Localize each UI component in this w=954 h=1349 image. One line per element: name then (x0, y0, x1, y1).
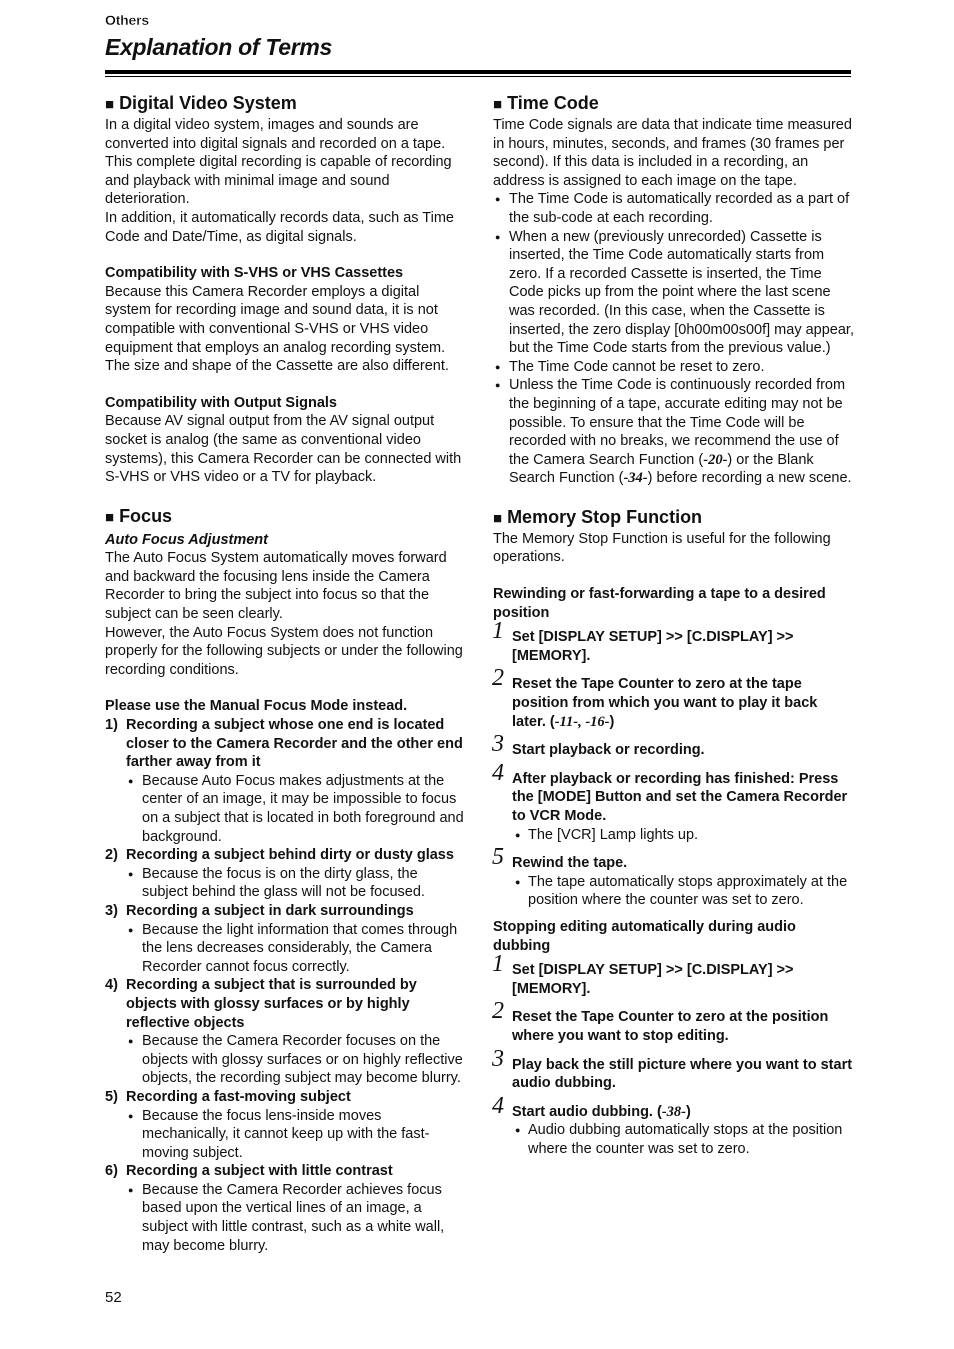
dubbing-title: Stopping editing automatically during audio dubbing (493, 918, 796, 954)
step-text: ) (686, 1103, 691, 1120)
focus-item-note (105, 921, 467, 977)
bullet-icon: ● (128, 868, 134, 879)
bullet-icon: ● (128, 1110, 134, 1121)
focus-heading (105, 505, 467, 529)
step-number: 5 (492, 844, 504, 871)
dubbing-step (492, 1045, 855, 1093)
section-label: Others (105, 12, 149, 28)
focus-item-title (105, 976, 467, 1032)
step-text: After playback or recording has finished: Press the [MODE] Button and set the Camera Recorder to VCR Mode. (512, 770, 848, 824)
step-number: 1 (492, 618, 504, 645)
step-text: Set [DISPLAY SETUP] >> [C.DISPLAY] >> [MEMORY]. (512, 629, 794, 664)
square-bullet-icon: ■ (105, 508, 115, 526)
bullet-icon: ● (128, 1184, 134, 1195)
item-title-text: Recording a subject with little contrast (126, 1163, 393, 1180)
bullet-text: The Time Code cannot be reset to zero. (509, 358, 765, 375)
square-bullet-icon: ■ (493, 509, 503, 527)
step-text: Set [DISPLAY SETUP] >> [C.DISPLAY] >> [MEMORY]. (512, 962, 794, 997)
item-note-text: Because Auto Focus makes adjustments at the center of an image, it may be impossible to focus on a subject that is located in both foreground and background. (142, 772, 464, 845)
step-number: 3 (492, 1045, 504, 1072)
step-text: ) (609, 713, 615, 730)
focus-item-title (105, 846, 467, 865)
rewind-step (492, 665, 855, 731)
bullet-icon: ● (515, 829, 521, 840)
item-number: 6) (105, 1163, 118, 1180)
compat-svhs-title: Compatibility with S-VHS or VHS Cassettes (105, 265, 404, 282)
bullet-text: The Time Code is automatically recorded as a part of the sub-code at each recording. (509, 191, 850, 226)
compat-output-text: Because AV signal output from the AV signal output socket is analog (the same as conventional video systems), this Camera Recorder can be connected with S-VHS or VHS video or a TV for playback. (105, 413, 462, 486)
item-title-text: Recording a subject in dark surroundings (126, 902, 414, 919)
page-reference: -11-, -16- (554, 713, 610, 730)
item-title-text: Recording a subject behind dirty or dusty glass (126, 847, 454, 864)
header-rule-thin (105, 76, 851, 77)
step-note (493, 873, 855, 910)
bullet-icon: ● (128, 1036, 134, 1047)
timecode-bullet (493, 358, 855, 377)
memory-heading (493, 506, 855, 530)
item-title-text: Recording a fast-moving subject (126, 1088, 351, 1105)
page-reference: -20- (703, 451, 728, 468)
timecode-bullet (493, 228, 855, 358)
focus-item-title (105, 1088, 467, 1107)
step-number: 4 (492, 1092, 504, 1119)
item-number: 1) (105, 717, 118, 734)
compat-svhs-text: Because this Camera Recorder employs a digital system for recording image and sound data, it is not compatible with conventional S-VHS or VHS video equipment that employs an analog recording system. The size and shape of the Cassette are also different. (105, 283, 449, 375)
bullet-icon: ● (515, 876, 521, 887)
focus-item (105, 846, 467, 902)
step-number: 3 (492, 731, 504, 758)
focus-paragraph-1: The Auto Focus System automatically moves forward and backward the focusing lens inside the Camera Recorder to bring the subject into focus so that the subject can be seen clearly. (105, 550, 447, 623)
step-number: 1 (492, 951, 504, 978)
bullet-text: ) before recording a new scene. (647, 470, 852, 487)
manual-focus-title: Please use the Manual Focus Mode instead. (105, 698, 408, 715)
focus-paragraph-2: However, the Auto Focus System does not function properly for the following subjects or under the following recording conditions. (105, 624, 463, 678)
focus-item-title (105, 716, 467, 772)
left-column (105, 92, 467, 1255)
focus-item-note (105, 1032, 467, 1088)
bullet-icon: ● (128, 924, 134, 935)
item-number: 4) (105, 977, 118, 994)
focus-item-title (105, 902, 467, 921)
step-number: 2 (492, 665, 504, 692)
item-note-text: Because the focus is on the dirty glass, the subject behind the glass will not be focused. (142, 865, 425, 901)
item-note-text: Because the light information that comes through the lens decreases considerably, the Camera Recorder cannot focus correctly. (142, 921, 458, 975)
focus-item (105, 1162, 467, 1255)
page-number: 52 (105, 1289, 122, 1306)
timecode-bullet (493, 376, 855, 488)
focus-item (105, 1088, 467, 1162)
square-bullet-icon: ■ (105, 96, 115, 113)
step-text: Reset the Tape Counter to zero at the position where you want to stop editing. (512, 1009, 829, 1044)
step-text: Play back the still picture where you want to start audio dubbing. (512, 1056, 853, 1092)
bullet-icon: ● (495, 380, 501, 391)
rewind-step (492, 731, 855, 760)
focus-item-note (105, 1107, 467, 1163)
step-text: Rewind the tape. (512, 855, 628, 872)
bullet-icon: ● (515, 1125, 521, 1136)
dvs-paragraph-1: In a digital video system, images and sounds are converted into digital signals and recorded on a tape. This complete digital recording is capable of recording and playback with minimal image and sound deterioration. (105, 117, 452, 208)
focus-heading-text: Focus (119, 505, 173, 526)
dubbing-step (492, 998, 855, 1045)
focus-item (105, 976, 467, 1088)
page-reference: -38- (661, 1103, 686, 1120)
item-number: 3) (105, 902, 118, 919)
step-text: Reset the Tape Counter to zero at the tape position from which you want to play it back later. ( (512, 676, 818, 730)
square-bullet-icon: ■ (493, 96, 503, 113)
item-number: 5) (105, 1088, 118, 1105)
bullet-text: Unless the Time Code is continuously recorded from the beginning of a tape, accurate editing may not be possible. To ensure that the Time Code will be recorded with no breaks, we recommend the use of the Camera Search Function ( (509, 377, 846, 468)
focus-item (105, 716, 467, 846)
rewind-step (492, 844, 855, 873)
dvs-heading (105, 92, 467, 116)
item-number: 2) (105, 847, 118, 864)
timecode-heading (493, 92, 855, 116)
step-note-text: The tape automatically stops approximately at the position where the counter was set to zero. (528, 873, 848, 909)
memory-intro: The Memory Stop Function is useful for the following operations. (493, 530, 831, 566)
timecode-intro: Time Code signals are data that indicate time measured in hours, minutes, seconds, and frames (30 frames per second). If this data is included in a recording, an address is assigned to each image on the tape. (493, 117, 852, 189)
focus-item-note (105, 772, 467, 846)
bullet-icon: ● (495, 361, 501, 372)
rewind-title: Rewinding or fast-forwarding a tape to a desired position (493, 586, 826, 621)
bullet-text: When a new (previously unrecorded) Cassette is inserted, the Time Code automatically starts from zero. If a recorded Cassette is inserted, the Time Code picks up from the point where the last scene was recorded. (In this case, when the Cassette is inserted, the zero display [0h00m00s00f] may appear, but the Time Code starts from the previous value.) (509, 228, 854, 357)
item-note-text: Because the Camera Recorder focuses on the objects with glossy surfaces or on highly reflective objects, the recording subject may become blurry. (142, 1033, 463, 1087)
focus-item-note (105, 1181, 467, 1255)
step-note (493, 1121, 855, 1158)
bullet-icon: ● (495, 194, 501, 205)
focus-subtitle: Auto Focus Adjustment (105, 531, 268, 548)
step-note-text: The [VCR] Lamp lights up. (528, 826, 699, 843)
rewind-step (492, 618, 855, 665)
page-title: Explanation of Terms (105, 34, 333, 60)
item-note-text: Because the focus lens-inside moves mechanically, it cannot keep up with the fast-moving subject. (142, 1107, 430, 1161)
compat-output-title: Compatibility with Output Signals (105, 394, 337, 411)
bullet-icon: ● (495, 231, 501, 242)
timecode-heading-text: Time Code (507, 93, 599, 113)
step-number: 4 (492, 759, 504, 786)
dvs-paragraph-2: In addition, it automatically records data, such as Time Code and Date/Time, as digital signals. (105, 209, 454, 245)
dubbing-step (492, 951, 855, 998)
step-text: Start audio dubbing. ( (512, 1103, 662, 1120)
step-number: 2 (492, 998, 504, 1025)
bullet-text: ) or the Blank Search Function ( (509, 451, 814, 487)
item-title-text: Recording a subject that is surrounded by objects with glossy surfaces or by highly reflective objects (126, 977, 417, 1031)
timecode-bullet (493, 190, 855, 227)
dvs-heading-text: Digital Video System (119, 93, 297, 113)
page-reference: -34- (623, 470, 648, 487)
item-note-text: Because the Camera Recorder achieves focus based upon the vertical lines of an image, a subject with little contrast, such as a white wall, may become blurry. (142, 1181, 445, 1254)
right-column (493, 92, 855, 1159)
memory-heading-text: Memory Stop Function (507, 506, 703, 527)
focus-item (105, 902, 467, 976)
dubbing-step (492, 1092, 855, 1122)
focus-item-title (105, 1162, 467, 1181)
step-note-text: Audio dubbing automatically stops at the position where the counter was set to zero. (528, 1122, 843, 1157)
bullet-icon: ● (128, 775, 134, 786)
header-rule-thick (105, 70, 851, 74)
step-text: Start playback or recording. (512, 742, 705, 759)
item-title-text: Recording a subject whose one end is located closer to the Camera Recorder and the other end farther away from it (126, 717, 463, 771)
focus-item-note (105, 865, 467, 902)
rewind-step (492, 759, 855, 826)
step-note (493, 826, 855, 845)
